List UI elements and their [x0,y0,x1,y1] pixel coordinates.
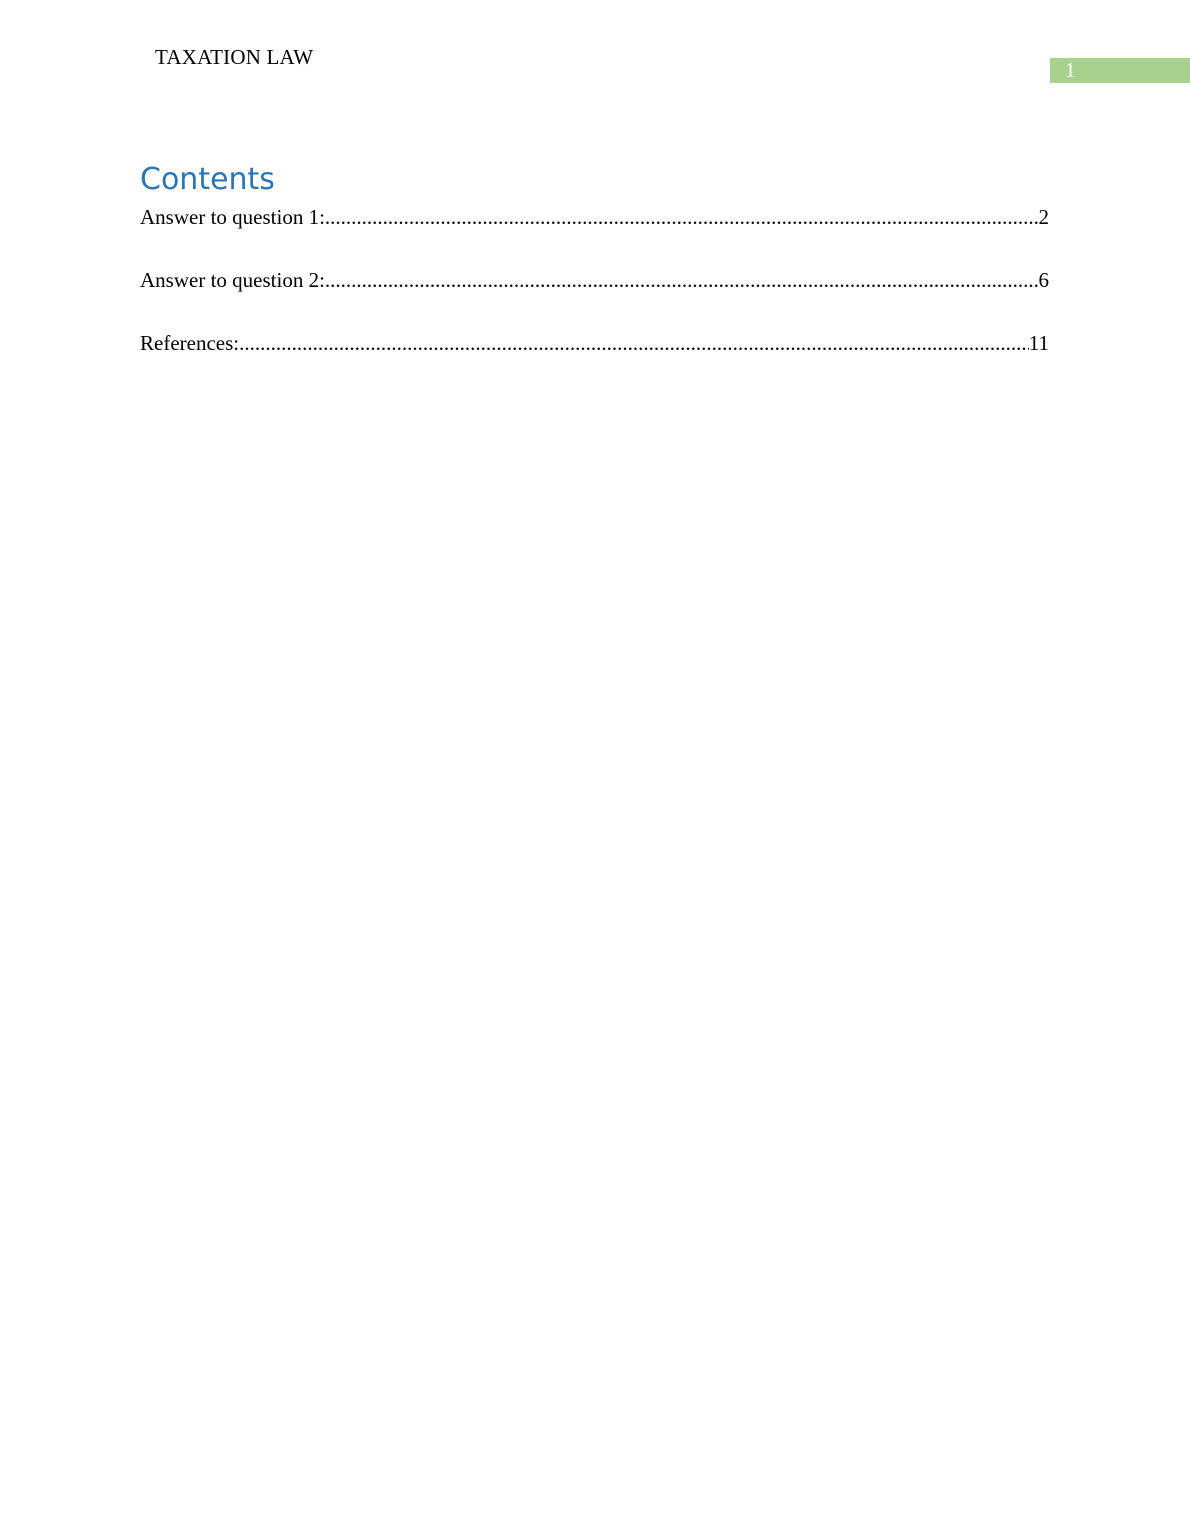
toc-entry-page: 11 [1028,331,1049,355]
page-number: 1 [1065,58,1076,82]
toc-entry-label: Answer to question 1: [140,205,325,229]
toc-dot-leader [325,201,1039,233]
toc-entry-question-2[interactable] [140,264,1049,296]
running-header-title: TAXATION LAW [155,45,314,69]
toc-dot-leader [325,264,1039,296]
toc-dot-leader [239,327,1029,359]
page-number-badge [1050,58,1190,83]
toc-entry-references[interactable] [140,327,1049,359]
toc-entry-label: References: [140,331,240,355]
toc-entry-question-1[interactable] [140,201,1049,233]
toc-entry-page: 6 [1038,268,1049,292]
table-of-contents [140,201,1049,390]
toc-entry-page: 2 [1038,205,1049,229]
toc-entry-label: Answer to question 2: [140,268,325,292]
toc-heading: Contents [140,162,275,197]
